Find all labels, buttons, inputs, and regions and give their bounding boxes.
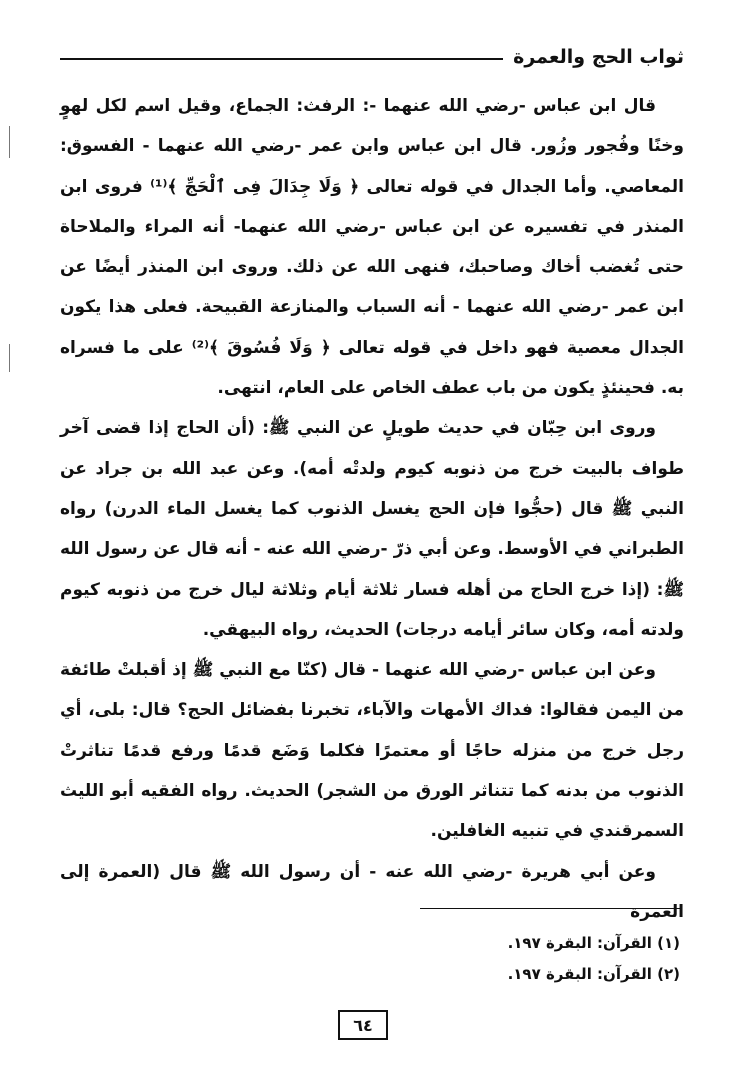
footnote-separator bbox=[420, 908, 682, 909]
running-header bbox=[60, 44, 684, 70]
footnote-item: (١) القرآن: البقرة ١٩٧. bbox=[507, 934, 680, 952]
header-rule bbox=[60, 58, 503, 60]
header-title: ثواب الحج والعمرة bbox=[513, 46, 684, 68]
paragraph: قال ابن عباس -رضي الله عنهما -: الرفث: الجماع، وقيل اسم لكل لهوٍ وخنًا وفُجور وزُور. قال ابن عباس وابن عمر -رضي الله عنهما - الفسوق: المعاصي. وأما الجدال في قوله تعالى ﴿ وَلَا جِدَالَ فِى ٱلْحَجِّ ﴾⁽¹⁾ فروى ابن المنذر في تفسيره عن ابن عباس -رضي الله عنهما- أنه المراء والملاحاة حتى تُغضب أخاك وصاحبك، فنهى الله عن ذلك. وروى ابن المنذر أيضًا عن ابن عمر -رضي الله عنهما - أنه السباب والمنازعة القبيحة. فعلى هذا يكون الجدال معصية فهو داخل في قوله تعالى ﴿ وَلَا فُسُوقَ ﴾⁽²⁾ على ما فسراه به. فحينئذٍ يكون من باب عطف الخاص على العام، انتهى. bbox=[60, 96, 684, 399]
footnotes bbox=[380, 928, 680, 990]
margin-scan-mark bbox=[9, 344, 10, 372]
paragraph: وعن أبي هريرة -رضي الله عنه - أن رسول الله ﷺ قال (العمرة إلى العمرة bbox=[60, 861, 684, 922]
margin-scan-mark bbox=[9, 126, 10, 158]
page-number: ٦٤ bbox=[338, 1010, 388, 1040]
paragraph: وروى ابن حِبّان في حديث طويلٍ عن النبي ﷺ: (أن الحاج إذا قضى آخر طواف بالبيت خرج من ذنوبه كيوم ولدتْه أمه). وعن عبد الله بن جراد عن النبي ﷺ قال (حجُّوا فإن الحج يغسل الذنوب كما يغسل الماء الدرن) رواه الطبراني في الأوسط. وعن أبي ذرّ -رضي الله عنه - أنه قال عن رسول الله ﷺ: (إذا خرج الحاج من أهله فسار ثلاثة أيام وثلاثة ليال خرج من ذنوبه كيوم ولدته أمه، وكان سائر أيامه درجات) الحديث، رواه البيهقي. bbox=[60, 418, 684, 640]
paragraph: وعن ابن عباس -رضي الله عنهما - قال (كنّا مع النبي ﷺ إذ أقبلتْ طائفة من اليمن فقالوا: فداك الأمهات والآباء، تخبرنا بفضائل الحج؟ قال: بلى، أي رجل خرج من منزله حاجًا أو معتمرًا فكلما وَضَع قدمًا ورفع قدمًا تناثرتْ الذنوب من بدنه كما تتناثر الورق من الشجر) الحديث. رواه الفقيه أبو الليث السمرقندي في تنبيه الغافلين. bbox=[60, 660, 684, 842]
main-text bbox=[60, 86, 684, 932]
footnote-item: (٢) القرآن: البقرة ١٩٧. bbox=[507, 965, 680, 983]
